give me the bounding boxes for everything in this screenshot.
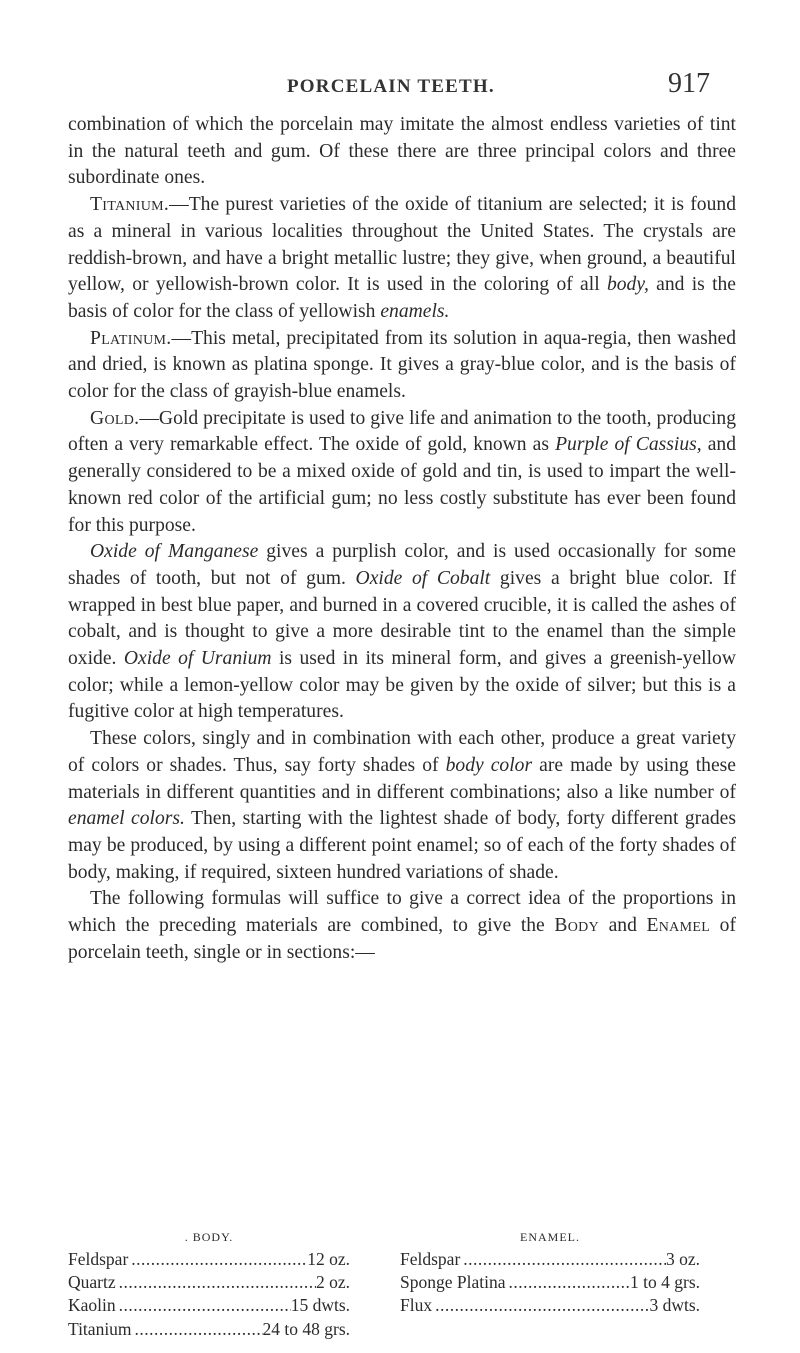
formula-row: Kaolin ..... 15 dwts. <box>68 1294 350 1317</box>
body-formula <box>68 1226 350 1341</box>
formula-row: Feldspar ..... 12 oz. <box>68 1248 350 1271</box>
running-title: PORCELAIN TEETH. <box>287 76 495 97</box>
page-header <box>0 66 800 100</box>
paragraph-platinum: Platinum.—This metal, precipitated from its solution in aqua-regia, then washed and dried, is known as platina sponge. It gives a gray-blue color, and is the basis of color for the class of grayish-blue enamels. <box>68 327 736 403</box>
enamel-formula <box>400 1226 700 1318</box>
paragraph-titanium: Titanium.—The purest varieties of the oxide of titanium are selected; it is found as a mineral in various localities throughout the United States. The crystals are reddish-brown, and have a bright metallic lustre; they give, when ground, a beautiful yellow, or yellowish-brown color. It is used in the coloring of all body, and is the basis of color for the class of yellowish enamels. <box>68 194 737 322</box>
paragraph-intro: combination of which the porcelain may imitate the almost endless varieties of tint in the natural teeth and gum. Of these there are three principal colors and three subordinate ones. <box>68 114 736 189</box>
section-lead-platinum: Platinum. <box>90 327 172 349</box>
page-number: 917 <box>668 68 710 99</box>
paragraph-shades: These colors, singly and in combination with each other, produce a great variety of colors or shades. Thus, say forty shades of body color are made by using these materials in different quantities and in different combinations; also a like number of enamel colors. Then, starting with the lightest shade of body, forty different grades may be produced, by using a different point enamel; so of each of the forty shades of body, making, if required, sixteen hundred variations of shade. <box>68 728 736 883</box>
formula-row: Flux ..... 3 dwts. <box>400 1294 700 1317</box>
body-text <box>68 112 736 967</box>
body-formula-heading: . BODY. <box>184 1230 234 1244</box>
paragraph-formulas-intro: The following formulas will suffice to give a correct idea of the proportions in which the preceding materials are combined, to give the Body and Enamel of porcelain teeth, single or in sections:— <box>68 888 736 963</box>
formula-row: Quartz ..... 2 oz. <box>68 1271 350 1294</box>
section-lead-gold: Gold. <box>90 407 140 429</box>
formula-row: Sponge Platina ..... 1 to 4 grs. <box>400 1271 700 1294</box>
enamel-formula-heading: ENAMEL. <box>520 1230 580 1244</box>
paragraph-gold: Gold.—Gold precipitate is used to give life and animation to the tooth, producing often a very remarkable effect. The oxide of gold, known as Purple of Cassius, and generally considered to be a mixed oxide of gold and tin, is used to impart the well-known red color of the artificial gum; no less costly substitute has ever been found for this purpose. <box>68 407 736 536</box>
formula-row: Titanium ..... 24 to 48 grs. <box>68 1318 350 1341</box>
paragraph-oxides: Oxide of Manganese gives a purplish color, and is used occasionally for some shades of tooth, but not of gum. Oxide of Cobalt gives a bright blue color. If wrapped in best blue paper, and burned in a covered crucible, it is called the ashes of cobalt, and is thought to give a more desirable tint to the enamel than the simple oxide. Oxide of Uranium is used in its mineral form, and gives a greenish-yellow color; while a lemon-yellow color may be given by the oxide of silver; but this is a fugitive color at high temperatures. <box>68 541 736 723</box>
section-lead-titanium: Titanium. <box>90 194 170 216</box>
formula-row: Feldspar ..... 3 oz. <box>400 1248 700 1271</box>
